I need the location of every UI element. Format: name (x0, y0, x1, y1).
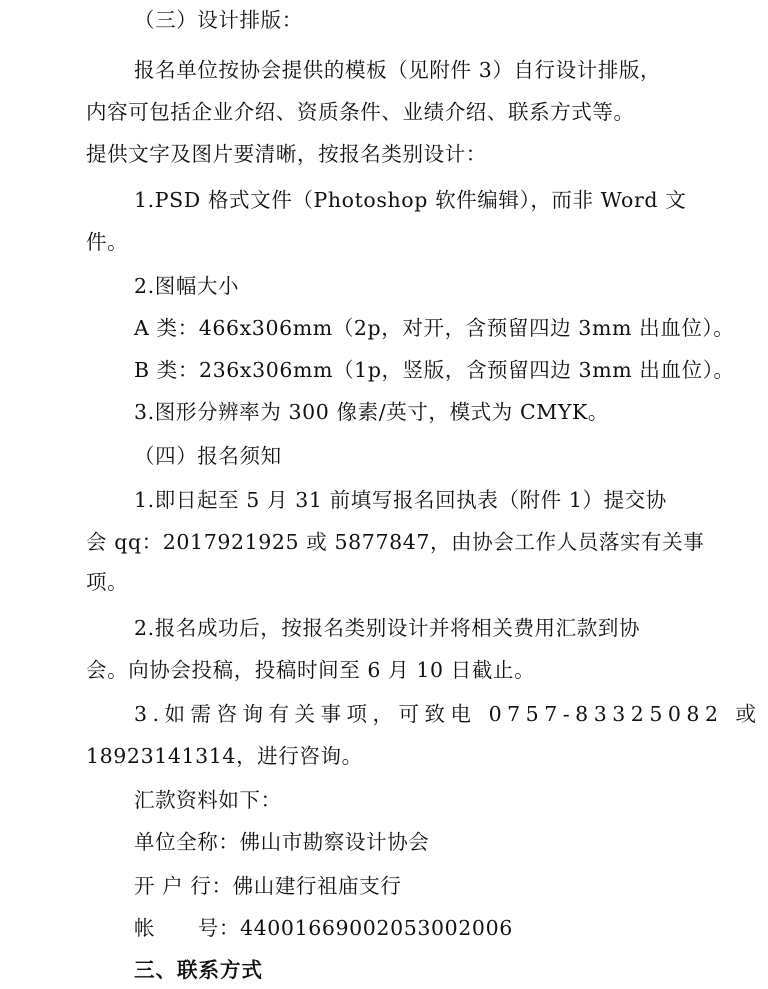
notice-item-1: 1.即日起至 5 月 31 前填写报名回执表（附件 1）提交协 (134, 488, 667, 512)
notice-item-2: 2.报名成功后，按报名类别设计并将相关费用汇款到协 (134, 616, 641, 640)
list-item-resolution: 3.图形分辨率为 300 像素/英寸，模式为 CMYK。 (134, 400, 609, 424)
paragraph-line: 提供文字及图片要清晰，按报名类别设计： (86, 142, 487, 166)
remittance-account: 帐 号：44001669002053002006 (134, 916, 513, 940)
list-item-continuation: 件。 (86, 230, 129, 254)
notice-item-3-continuation: 18923141314，进行咨询。 (86, 744, 363, 768)
size-type-a: A 类：466x306mm（2p，对开，含预留四边 3mm 出血位）。 (134, 316, 735, 340)
section-heading-contact: 三、联系方式 (134, 958, 263, 982)
notice-item-2-continuation: 会。向协会投稿，投稿时间至 6 月 10 日截止。 (86, 658, 536, 682)
remittance-unit-name: 单位全称：佛山市勘察设计协会 (134, 830, 430, 854)
notice-item-1-continuation: 会 qq：2017921925 或 5877847，由协会工作人员落实有关事 (86, 530, 705, 554)
remittance-intro: 汇款资料如下： (134, 788, 282, 812)
remittance-bank: 开 户 行：佛山建行祖庙支行 (134, 874, 402, 898)
section-heading-design-layout: （三）设计排版： (134, 8, 303, 32)
list-item-size: 2.图幅大小 (134, 274, 240, 298)
notice-item-1-continuation: 项。 (86, 570, 129, 594)
paragraph-line: 报名单位按协会提供的模板（见附件 3）自行设计排版， (134, 58, 662, 82)
section-heading-registration-notice: （四）报名须知 (134, 444, 282, 468)
size-type-b: B 类：236x306mm（1p，竖版，含预留四边 3mm 出血位）。 (134, 358, 735, 382)
notice-item-3: 3.如需咨询有关事项，可致电 0757-83325082 或 (134, 702, 762, 726)
paragraph-line: 内容可包括企业介绍、资质条件、业绩介绍、联系方式等。 (86, 100, 635, 124)
list-item-psd-format: 1.PSD 格式文件（Photoshop 软件编辑），而非 Word 文 (134, 188, 687, 212)
